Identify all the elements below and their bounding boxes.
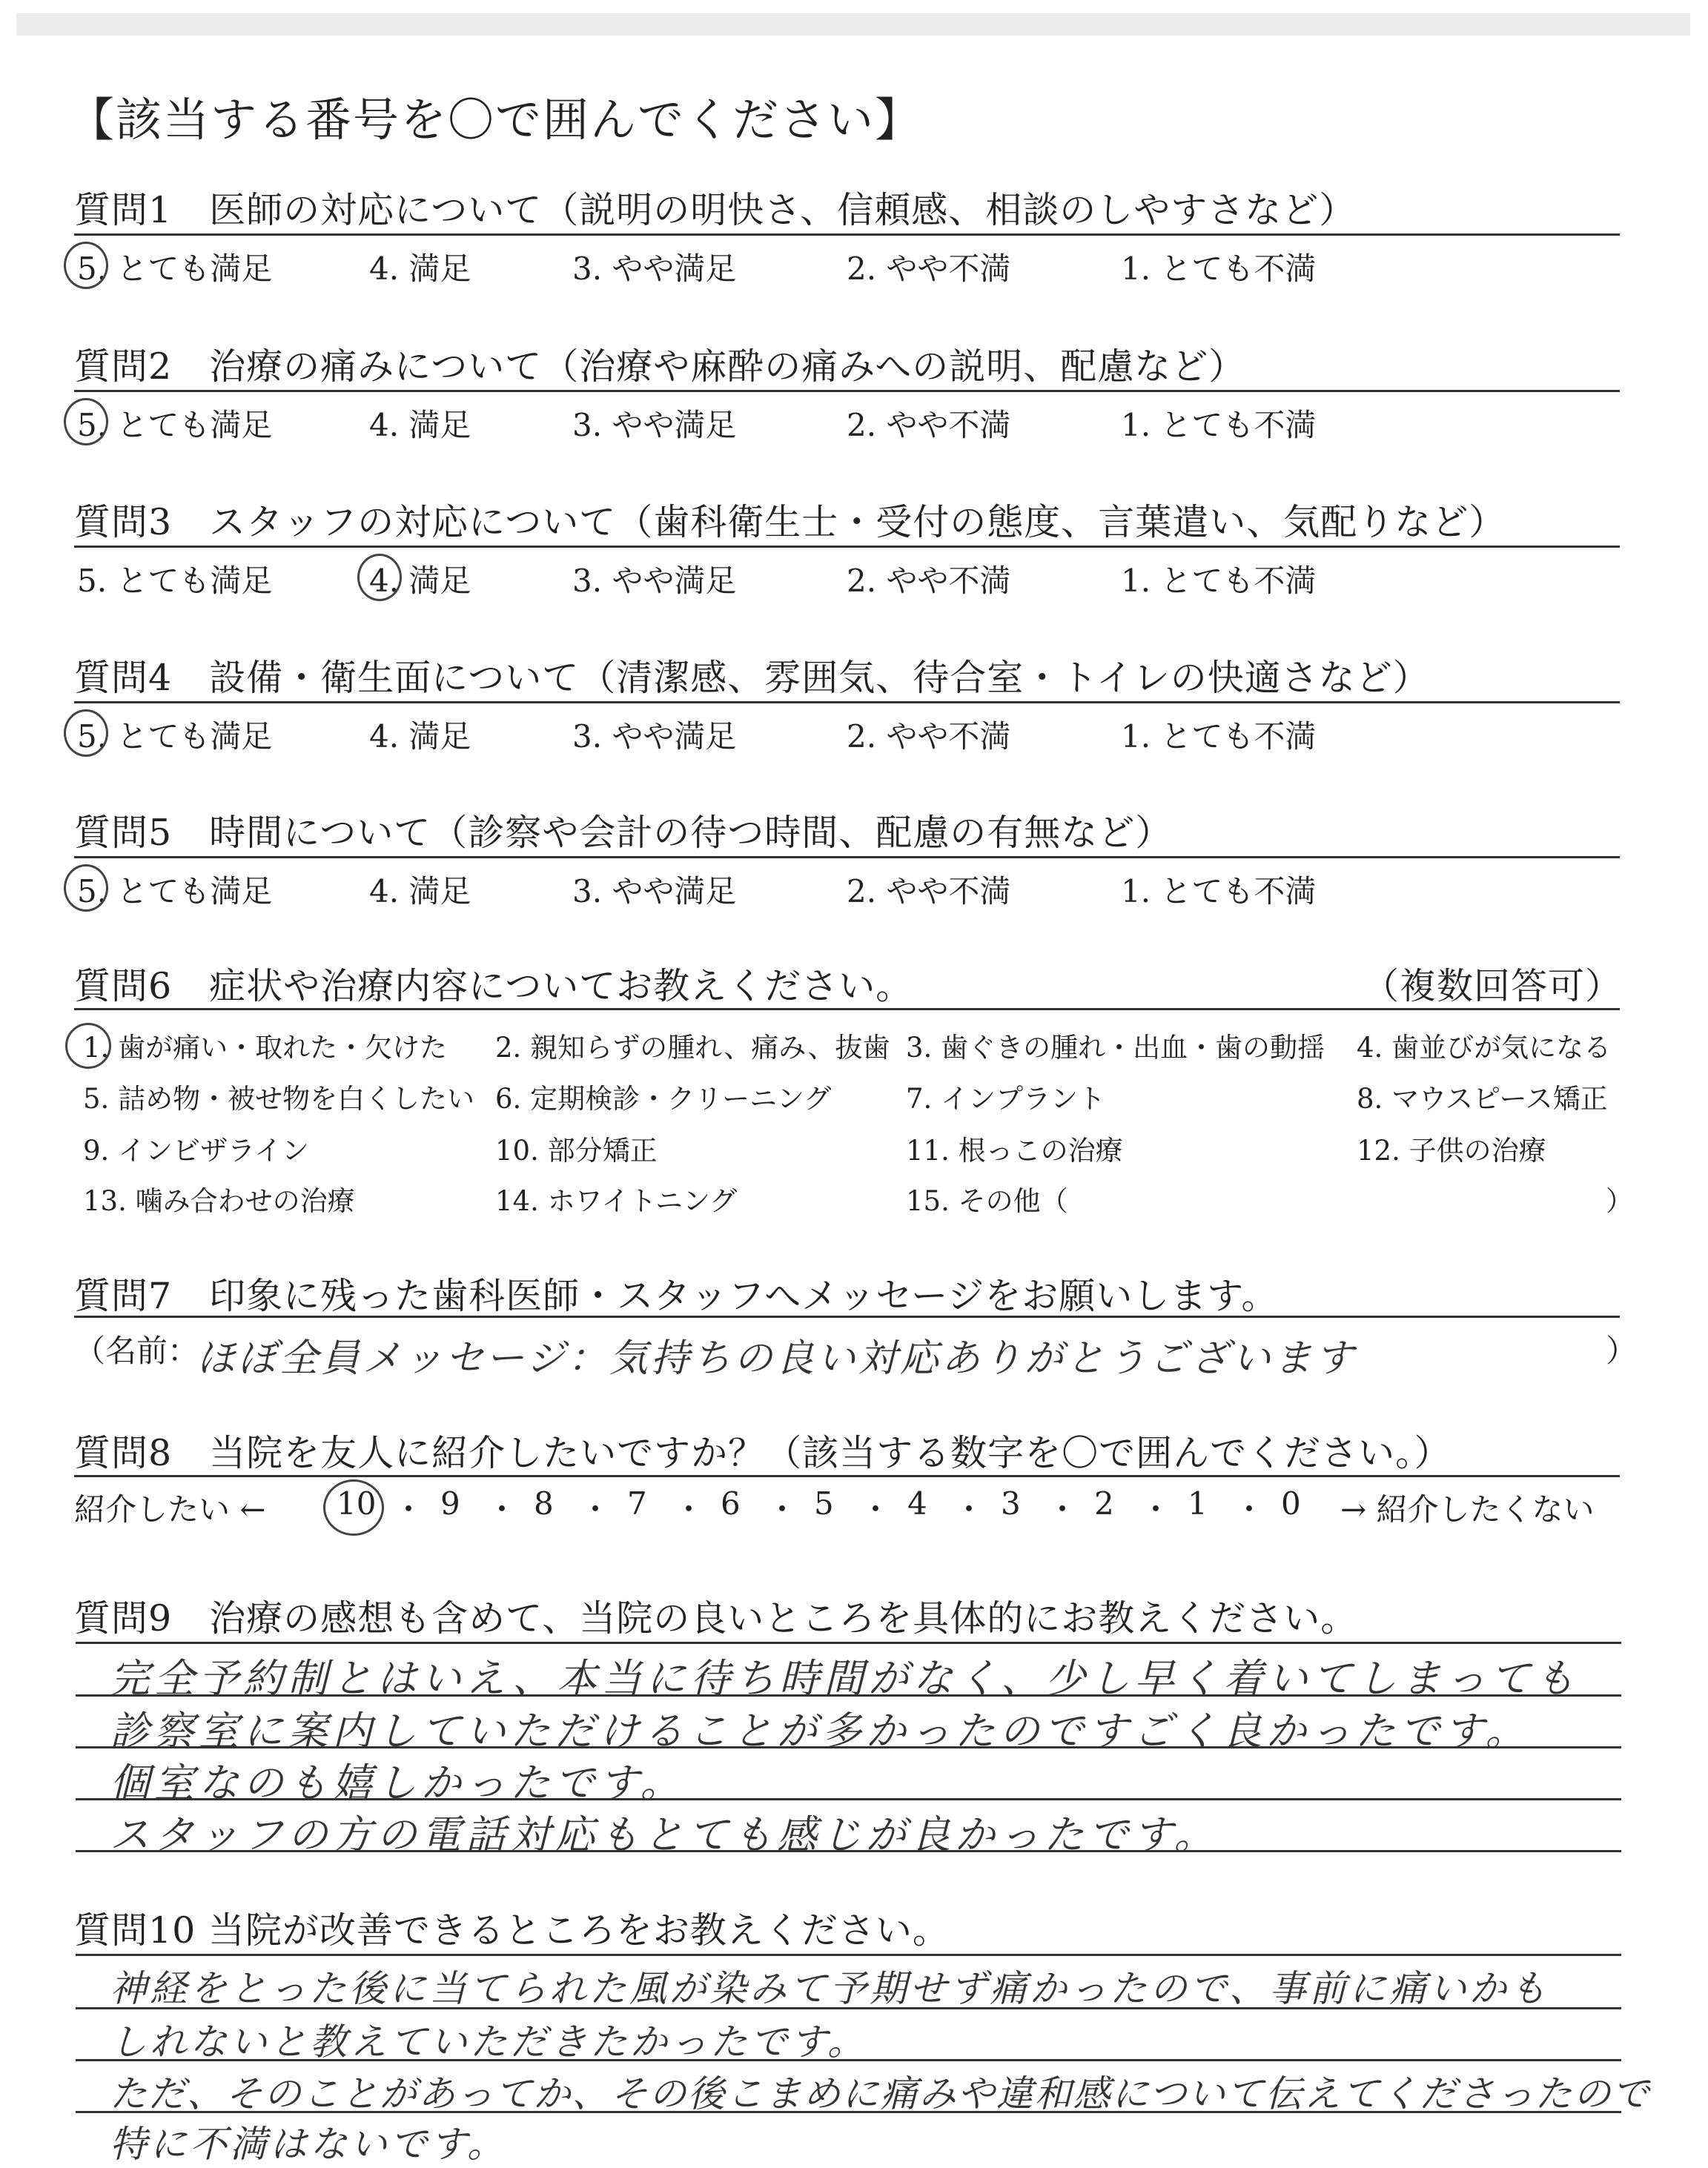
q1-option-3[interactable]: 3. やや満足: [572, 251, 737, 287]
q4-option-4[interactable]: 4. 満足: [369, 718, 471, 755]
q5-option-3[interactable]: 3. やや満足: [572, 873, 737, 909]
q6-option-6[interactable]: 6. 定期検診・クリーニング: [495, 1083, 832, 1115]
q5-rule: [74, 856, 1620, 858]
q8-sep-10: ・: [1234, 1491, 1265, 1528]
q8-sep-6: ・: [860, 1491, 892, 1528]
q2-option-3[interactable]: 3. やや満足: [572, 407, 737, 443]
q4-title: 質問4 設備・衛生面について（清潔感、雰囲気、待合室・トイレの快適さなど）: [74, 657, 1430, 699]
q4-option-2[interactable]: 2. やや不満: [847, 718, 1011, 755]
q7-close-paren: ）: [1606, 1333, 1638, 1369]
q6-other-close-paren: ）: [1606, 1185, 1633, 1217]
q9-rule-2: [76, 1694, 1621, 1697]
q8-title: 質問8 当院を友人に紹介したいですか？（該当する数字を〇で囲んでください。）: [74, 1432, 1452, 1474]
q2-option-2[interactable]: 2. やや不満: [847, 407, 1011, 443]
q3-selection-circle: [357, 554, 402, 601]
q8-sep-5: ・: [767, 1491, 798, 1528]
q8-value-4[interactable]: 4: [907, 1485, 927, 1522]
q10-answer-line-4[interactable]: 特に不満はないです。: [110, 2123, 507, 2166]
q8-value-1[interactable]: 1: [1188, 1485, 1208, 1522]
q6-option-14[interactable]: 14. ホワイトニング: [495, 1185, 738, 1217]
q9-answer-line-2[interactable]: 診察室に案内していただけることが多かったのですごく良かったです。: [110, 1708, 1530, 1754]
q7-rule: [74, 1316, 1620, 1318]
q7-name-label: （名前：: [74, 1333, 199, 1369]
q8-right-label: → 紹介したくない: [1340, 1491, 1595, 1528]
q6-option-9[interactable]: 9. インビザライン: [83, 1135, 309, 1167]
q4-option-1[interactable]: 1. とても不満: [1121, 718, 1317, 755]
q8-selection-circle: [323, 1479, 384, 1536]
q6-option-4[interactable]: 4. 歯並びが気になる: [1357, 1032, 1612, 1064]
q8-sep-4: ・: [673, 1491, 705, 1528]
q1-selection-circle: [64, 242, 108, 289]
q9-answer-line-3[interactable]: 個室なのも嬉しかったです。: [110, 1760, 685, 1806]
q6-rule: [74, 1008, 1620, 1010]
q8-sep-2: ・: [486, 1491, 518, 1528]
q8-value-0[interactable]: 0: [1281, 1485, 1301, 1522]
q6-option-10[interactable]: 10. 部分矯正: [495, 1135, 658, 1167]
q1-title: 質問1 医師の対応について（説明の明快さ、信頼感、相談のしやすさなど）: [74, 189, 1357, 231]
q2-option-1[interactable]: 1. とても不満: [1121, 407, 1317, 443]
q8-left-label: 紹介したい ←: [74, 1491, 266, 1528]
q7-title: 質問7 印象に残った歯科医師・スタッフへメッセージをお願いします。: [74, 1275, 1279, 1317]
q1-option-5[interactable]: 5. とても満足: [77, 251, 273, 287]
q5-option-2[interactable]: 2. やや不満: [847, 873, 1011, 909]
q8-sep-8: ・: [1047, 1491, 1079, 1528]
q8-value-8[interactable]: 8: [534, 1485, 554, 1522]
q8-sep-9: ・: [1140, 1491, 1172, 1528]
q1-option-4[interactable]: 4. 満足: [369, 251, 471, 287]
q8-value-2[interactable]: 2: [1094, 1485, 1114, 1522]
q8-sep-1: ・: [393, 1491, 425, 1528]
q8-value-9[interactable]: 9: [440, 1485, 460, 1522]
q10-answer-line-1[interactable]: 神経をとった後に当てられた風が染みて予期せず痛かったので、事前に痛いかも: [110, 1967, 1549, 2010]
q5-title: 質問5 時間について（診察や会計の待つ時間、配慮の有無など）: [74, 812, 1173, 854]
q6-option-1[interactable]: 1. 歯が痛い・取れた・欠けた: [83, 1032, 448, 1064]
q9-title: 質問9 治療の感想も含めて、当院の良いところを具体的にお教えください。: [74, 1597, 1358, 1640]
q9-rule-1: [76, 1642, 1621, 1644]
q2-title: 質問2 治療の痛みについて（治療や麻酔の痛みへの説明、配慮など）: [74, 345, 1246, 388]
q10-rule-3: [76, 2059, 1621, 2061]
q3-title: 質問3 スタッフの対応について（歯科衛生士・受付の態度、言葉遣い、気配りなど）: [74, 501, 1506, 543]
q1-option-2[interactable]: 2. やや不満: [847, 251, 1011, 287]
q6-selection-circle: [65, 1023, 111, 1069]
q6-option-13[interactable]: 13. 噛み合わせの治療: [83, 1185, 355, 1217]
q2-option-5[interactable]: 5. とても満足: [77, 407, 273, 443]
q9-rule-5: [76, 1850, 1621, 1852]
q9-rule-3: [76, 1746, 1621, 1748]
q5-option-5[interactable]: 5. とても満足: [77, 873, 273, 909]
q4-rule: [74, 701, 1620, 703]
q10-rule-2: [76, 2007, 1621, 2009]
q3-option-3[interactable]: 3. やや満足: [572, 563, 737, 599]
q4-option-5[interactable]: 5. とても満足: [77, 718, 273, 755]
q10-answer-line-2[interactable]: しれないと教えていただきたかったです。: [110, 2021, 867, 2063]
q3-option-5[interactable]: 5. とても満足: [77, 563, 273, 599]
q6-option-5[interactable]: 5. 詰め物・被せ物を白くしたい: [83, 1083, 475, 1115]
q3-option-2[interactable]: 2. やや不満: [847, 563, 1011, 599]
q9-answer-line-1[interactable]: 完全予約制とはいえ、本当に待ち時間がなく、少し早く着いてしまっても: [110, 1655, 1580, 1702]
q6-option-3[interactable]: 3. 歯ぐきの腫れ・出血・歯の動揺: [906, 1032, 1325, 1064]
q5-selection-circle: [64, 864, 108, 912]
q6-option-7[interactable]: 7. インプラント: [906, 1083, 1106, 1115]
q10-title: 質問10 当院が改善できるところをお教えください。: [74, 1909, 950, 1952]
q6-option-2[interactable]: 2. 親知らずの腫れ、痛み、抜歯: [495, 1032, 890, 1064]
q3-option-4[interactable]: 4. 満足: [369, 563, 471, 599]
q8-rule: [74, 1475, 1620, 1477]
q10-answer-line-3[interactable]: ただ、そのことがあってか、その後こまめに痛みや違和感について伝えてくださったので: [110, 2072, 1651, 2115]
q9-answer-line-4[interactable]: スタッフの方の電話対応もとても感じが良かったです。: [110, 1811, 1219, 1858]
q6-option-15[interactable]: 15. その他（: [906, 1185, 1068, 1217]
q7-handwritten-answer[interactable]: ほぼ全員メッセージ：気持ちの良い対応ありがとうございます: [196, 1336, 1357, 1381]
q8-value-6[interactable]: 6: [721, 1485, 741, 1522]
q6-multi-answer-note: （複数回答可）: [1363, 965, 1623, 1007]
scan-top-band: [16, 13, 1690, 36]
q6-option-8[interactable]: 8. マウスピース矯正: [1357, 1083, 1608, 1115]
q8-value-7[interactable]: 7: [627, 1485, 647, 1522]
q8-sep-3: ・: [580, 1491, 612, 1528]
q3-rule: [74, 546, 1620, 548]
q6-title: 質問6 症状や治療内容についてお教えください。: [74, 965, 913, 1007]
q8-value-10[interactable]: 10: [337, 1485, 377, 1522]
q2-rule: [74, 390, 1620, 392]
q9-rule-4: [76, 1798, 1621, 1800]
page-header: 【該当する番号を〇で囲んでください】: [68, 93, 923, 147]
q10-rule-1: [76, 1954, 1621, 1956]
q8-value-3[interactable]: 3: [1001, 1485, 1021, 1522]
q2-selection-circle: [64, 398, 108, 445]
q4-option-3[interactable]: 3. やや満足: [572, 718, 737, 755]
q4-selection-circle: [64, 709, 108, 757]
q8-sep-7: ・: [953, 1491, 985, 1528]
q8-value-5[interactable]: 5: [814, 1485, 834, 1522]
q5-option-4[interactable]: 4. 満足: [369, 873, 471, 909]
q6-option-12[interactable]: 12. 子供の治療: [1357, 1135, 1546, 1167]
q6-option-11[interactable]: 11. 根っこの治療: [906, 1135, 1123, 1167]
q3-option-1[interactable]: 1. とても不満: [1121, 563, 1317, 599]
q10-rule-4: [76, 2111, 1621, 2113]
q5-option-1[interactable]: 1. とても不満: [1121, 873, 1317, 909]
q2-option-4[interactable]: 4. 満足: [369, 407, 471, 443]
q1-rule: [74, 233, 1620, 236]
q1-option-1[interactable]: 1. とても不満: [1121, 251, 1317, 287]
